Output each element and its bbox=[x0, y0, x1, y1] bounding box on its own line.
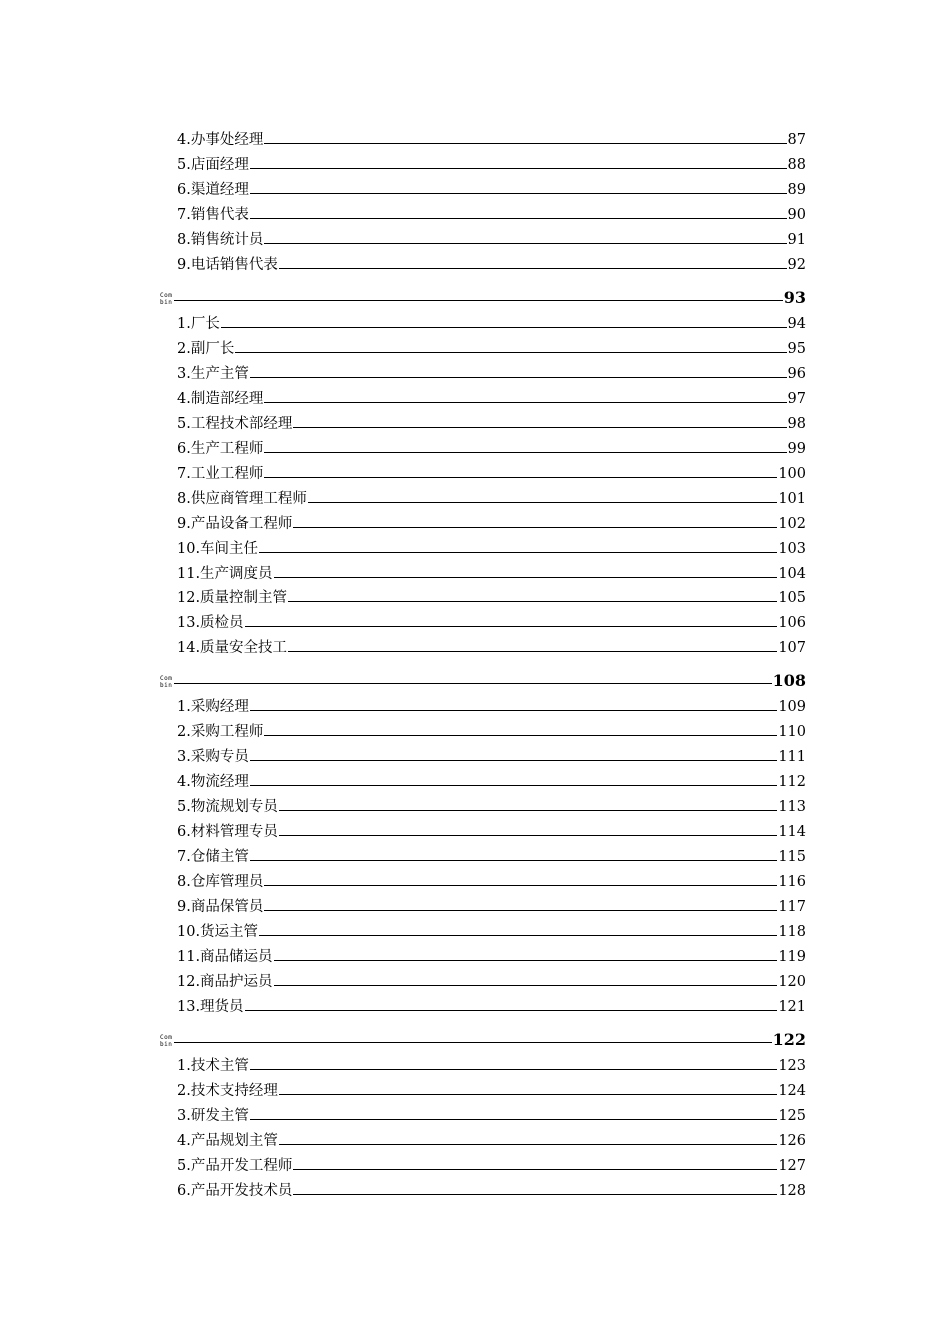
toc-entry[interactable] bbox=[177, 718, 806, 740]
toc-page-number: 98 bbox=[787, 416, 806, 432]
toc-leader-line bbox=[250, 759, 777, 761]
toc-entry[interactable] bbox=[177, 310, 806, 332]
toc-page-number: 121 bbox=[778, 999, 806, 1015]
toc-page-number: 89 bbox=[787, 182, 806, 198]
toc-entry-label: 1.技术主管 bbox=[177, 1058, 249, 1074]
toc-entry[interactable] bbox=[177, 176, 806, 198]
toc-entry-label: 6.产品开发技术员 bbox=[177, 1183, 293, 1199]
toc-page-number: 92 bbox=[787, 257, 806, 273]
toc-entry-label: 9.产品设备工程师 bbox=[177, 516, 293, 532]
toc-page-number: 123 bbox=[778, 1058, 806, 1074]
toc-leader-line bbox=[264, 884, 777, 886]
toc-page-number: 120 bbox=[778, 974, 806, 990]
toc-page-number: 116 bbox=[778, 874, 806, 890]
toc-entry[interactable] bbox=[177, 1052, 806, 1074]
toc-page-number: 88 bbox=[787, 157, 806, 173]
toc-leader-line bbox=[264, 451, 786, 453]
toc-page-number: 117 bbox=[778, 899, 806, 915]
toc-entry[interactable] bbox=[177, 460, 806, 482]
toc-page-number: 99 bbox=[787, 441, 806, 457]
toc-entry[interactable] bbox=[177, 1077, 806, 1099]
toc-entry[interactable] bbox=[177, 609, 806, 631]
toc-entry[interactable] bbox=[177, 335, 806, 357]
toc-leader-line bbox=[264, 142, 786, 144]
toc-entry-label: 5.店面经理 bbox=[177, 157, 249, 173]
toc-page-number: 106 bbox=[778, 615, 806, 631]
toc-leader-line bbox=[274, 984, 778, 986]
toc-page-number: 94 bbox=[787, 316, 806, 332]
toc-entry[interactable] bbox=[177, 1152, 806, 1174]
toc-entry[interactable] bbox=[177, 1177, 806, 1199]
toc-entry-label: 5.产品开发工程师 bbox=[177, 1158, 293, 1174]
toc-page-number: 108 bbox=[772, 671, 806, 690]
toc-leader-line bbox=[293, 426, 786, 428]
toc-page-number: 109 bbox=[778, 699, 806, 715]
toc-page-number: 100 bbox=[778, 466, 806, 482]
toc-page-number: 126 bbox=[778, 1133, 806, 1149]
toc-section-heading[interactable] bbox=[160, 667, 806, 689]
toc-entry-label: 2.技术支持经理 bbox=[177, 1083, 278, 1099]
toc-leader-line bbox=[259, 551, 777, 553]
toc-entry[interactable] bbox=[177, 893, 806, 915]
toc-entry-label: 9.电话销售代表 bbox=[177, 257, 278, 273]
toc-page-number: 110 bbox=[778, 724, 806, 740]
toc-entry-label: 2.副厂长 bbox=[177, 341, 235, 357]
toc-leader-line bbox=[250, 859, 777, 861]
toc-leader-line bbox=[274, 576, 778, 578]
toc-leader-line bbox=[279, 1143, 777, 1145]
toc-leader-line bbox=[174, 1041, 772, 1043]
toc-entry[interactable] bbox=[177, 510, 806, 532]
toc-entry-label: 11.商品储运员 bbox=[177, 949, 273, 965]
toc-entry-label: 3.采购专员 bbox=[177, 749, 249, 765]
toc-leader-line bbox=[288, 600, 777, 602]
toc-page-number: 113 bbox=[778, 799, 806, 815]
toc-entry[interactable] bbox=[177, 385, 806, 407]
toc-leader-line bbox=[250, 376, 787, 378]
toc-leader-line bbox=[264, 476, 777, 478]
toc-entry[interactable] bbox=[177, 968, 806, 990]
toc-leader-line bbox=[259, 934, 777, 936]
toc-page-number: 125 bbox=[778, 1108, 806, 1124]
toc-entry-label: 4.产品规划主管 bbox=[177, 1133, 278, 1149]
toc-page-number: 102 bbox=[778, 516, 806, 532]
toc-section-label: Combin bbox=[160, 292, 173, 306]
toc-leader-line bbox=[245, 1009, 778, 1011]
toc-entry[interactable] bbox=[177, 843, 806, 865]
toc-page-number: 87 bbox=[787, 132, 806, 148]
toc-page-number: 124 bbox=[778, 1083, 806, 1099]
toc-entry-label: 3.生产主管 bbox=[177, 366, 249, 382]
toc-entry[interactable] bbox=[177, 818, 806, 840]
toc-entry-label: 12.商品护运员 bbox=[177, 974, 273, 990]
toc-entry-label: 6.生产工程师 bbox=[177, 441, 264, 457]
toc-entry-label: 9.商品保管员 bbox=[177, 899, 264, 915]
toc-entry[interactable] bbox=[177, 410, 806, 432]
toc-page-number: 103 bbox=[778, 541, 806, 557]
toc-page-number: 93 bbox=[783, 288, 806, 307]
toc-entry[interactable] bbox=[177, 693, 806, 715]
toc-entry[interactable] bbox=[177, 485, 806, 507]
toc-entry-label: 4.物流经理 bbox=[177, 774, 249, 790]
toc-entry-label: 12.质量控制主管 bbox=[177, 590, 288, 606]
toc-entry[interactable] bbox=[177, 943, 806, 965]
toc-page-number: 118 bbox=[778, 924, 806, 940]
toc-entry-label: 7.仓储主管 bbox=[177, 849, 249, 865]
toc-page-number: 96 bbox=[787, 366, 806, 382]
toc-page-number: 105 bbox=[778, 590, 806, 606]
toc-entry[interactable] bbox=[177, 226, 806, 248]
toc-leader-line bbox=[250, 1068, 777, 1070]
toc-section-label: Combin bbox=[160, 675, 173, 689]
toc-entry-label: 3.研发主管 bbox=[177, 1108, 249, 1124]
toc-entry-label: 6.材料管理专员 bbox=[177, 824, 278, 840]
toc-entry[interactable] bbox=[177, 768, 806, 790]
toc-leader-line bbox=[274, 959, 778, 961]
toc-leader-line bbox=[279, 809, 777, 811]
toc-entry[interactable] bbox=[177, 126, 806, 148]
toc-page-number: 101 bbox=[778, 491, 806, 507]
toc-entry[interactable] bbox=[177, 918, 806, 940]
toc-entry[interactable] bbox=[177, 793, 806, 815]
toc-page-number: 115 bbox=[778, 849, 806, 865]
toc-entry-label: 2.采购工程师 bbox=[177, 724, 264, 740]
toc-entry-label: 8.供应商管理工程师 bbox=[177, 491, 307, 507]
toc-entry-label: 5.工程技术部经理 bbox=[177, 416, 293, 432]
toc-page-number: 119 bbox=[778, 949, 806, 965]
toc-entry[interactable] bbox=[177, 634, 806, 656]
toc-entry[interactable] bbox=[177, 201, 806, 223]
toc-leader-line bbox=[250, 1118, 777, 1120]
toc-entry-label: 1.厂长 bbox=[177, 316, 220, 332]
toc-entry[interactable] bbox=[177, 360, 806, 382]
toc-entry[interactable] bbox=[177, 535, 806, 557]
toc-page-number: 112 bbox=[778, 774, 806, 790]
toc-entry[interactable] bbox=[177, 435, 806, 457]
toc-leader-line bbox=[293, 1168, 777, 1170]
toc-entry-label: 13.质检员 bbox=[177, 615, 244, 631]
toc-entry[interactable] bbox=[177, 868, 806, 890]
toc-leader-line bbox=[250, 167, 787, 169]
toc-entry[interactable] bbox=[177, 251, 806, 273]
toc-entry-label: 13.理货员 bbox=[177, 999, 244, 1015]
toc-leader-line bbox=[264, 734, 777, 736]
toc-leader-line bbox=[245, 625, 778, 627]
toc-leader-line bbox=[288, 650, 777, 652]
toc-leader-line bbox=[250, 709, 777, 711]
toc-page-number: 91 bbox=[787, 232, 806, 248]
toc-leader-line bbox=[250, 192, 787, 194]
toc-leader-line bbox=[250, 784, 777, 786]
toc-leader-line bbox=[308, 501, 777, 503]
toc-page-number: 122 bbox=[772, 1030, 806, 1049]
toc-entry-label: 4.制造部经理 bbox=[177, 391, 264, 407]
toc-entry-label: 11.生产调度员 bbox=[177, 566, 273, 582]
toc-entry-label: 10.车间主任 bbox=[177, 541, 259, 557]
toc-entry-label: 7.工业工程师 bbox=[177, 466, 264, 482]
toc-leader-line bbox=[264, 242, 786, 244]
toc-entry-label: 5.物流规划专员 bbox=[177, 799, 278, 815]
toc-leader-line bbox=[250, 217, 787, 219]
toc-leader-line bbox=[279, 834, 777, 836]
toc-page-number: 107 bbox=[778, 640, 806, 656]
toc-entry-label: 6.渠道经理 bbox=[177, 182, 249, 198]
toc-leader-line bbox=[235, 351, 786, 353]
toc-leader-line bbox=[293, 526, 777, 528]
toc-section-heading[interactable] bbox=[160, 284, 806, 306]
toc-entry[interactable] bbox=[177, 743, 806, 765]
toc-entry-label: 1.采购经理 bbox=[177, 699, 249, 715]
toc-entry[interactable] bbox=[177, 151, 806, 173]
toc-entry-label: 7.销售代表 bbox=[177, 207, 249, 223]
toc-leader-line bbox=[174, 682, 772, 684]
toc-page-number: 127 bbox=[778, 1158, 806, 1174]
toc-entry[interactable] bbox=[177, 1102, 806, 1124]
toc-leader-line bbox=[221, 326, 787, 328]
toc-leader-line bbox=[264, 909, 777, 911]
toc-leader-line bbox=[174, 299, 783, 301]
toc-entry[interactable] bbox=[177, 1127, 806, 1149]
toc-entry-label: 10.货运主管 bbox=[177, 924, 259, 940]
toc-entry[interactable] bbox=[177, 584, 806, 606]
toc-leader-line bbox=[264, 401, 786, 403]
toc-page-number: 95 bbox=[787, 341, 806, 357]
toc-page-number: 104 bbox=[778, 566, 806, 582]
toc-page-number: 128 bbox=[778, 1183, 806, 1199]
toc-section-heading[interactable] bbox=[160, 1026, 806, 1048]
toc-entry-label: 8.销售统计员 bbox=[177, 232, 264, 248]
toc-leader-line bbox=[279, 1093, 777, 1095]
toc-page-number: 97 bbox=[787, 391, 806, 407]
toc-entry-label: 8.仓库管理员 bbox=[177, 874, 264, 890]
toc-entry[interactable] bbox=[177, 560, 806, 582]
toc-leader-line bbox=[279, 267, 787, 269]
toc-page-number: 114 bbox=[778, 824, 806, 840]
toc-page-number: 90 bbox=[787, 207, 806, 223]
toc-entry-label: 14.质量安全技工 bbox=[177, 640, 288, 656]
toc-page-number: 111 bbox=[778, 749, 806, 765]
toc-leader-line bbox=[293, 1193, 777, 1195]
toc-section-label: Combin bbox=[160, 1034, 173, 1048]
toc-entry-label: 4.办事处经理 bbox=[177, 132, 264, 148]
toc-entry[interactable] bbox=[177, 993, 806, 1015]
